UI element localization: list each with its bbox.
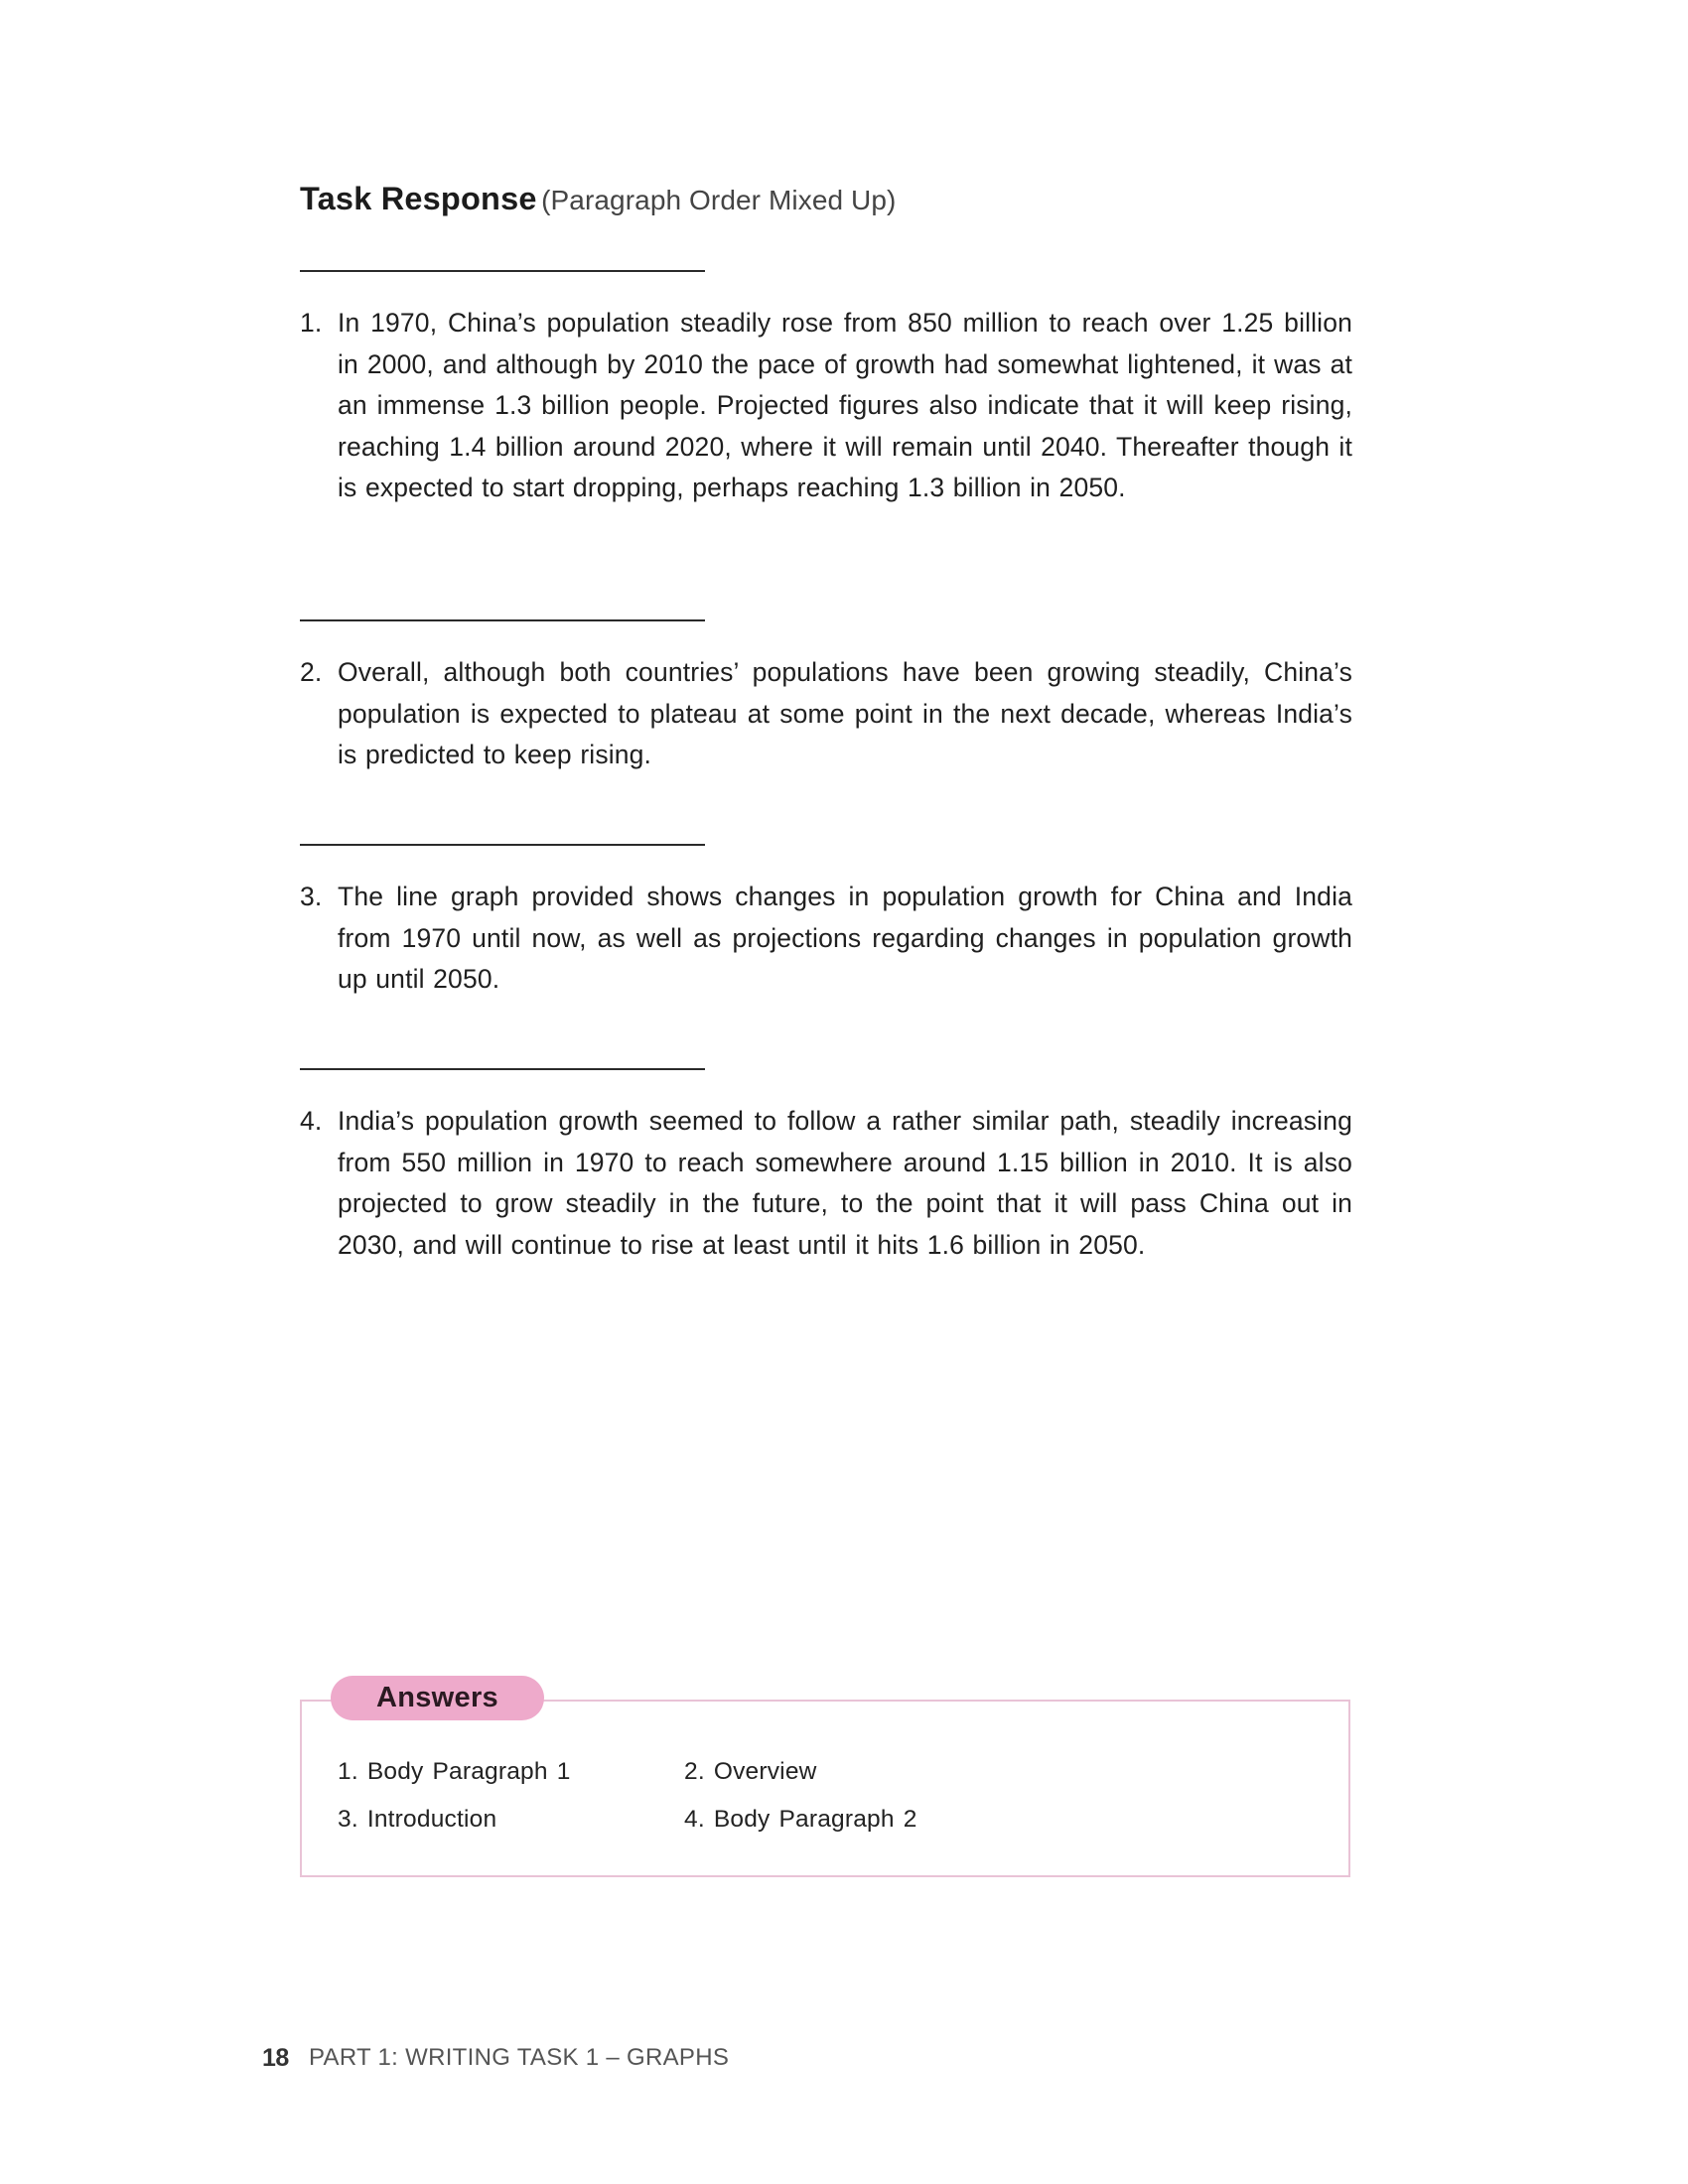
- paragraph-2: [300, 652, 1352, 776]
- paragraph-3: [300, 877, 1352, 1001]
- paragraph-number: 1.: [300, 308, 323, 338]
- answer-blank-line-3: [300, 844, 705, 846]
- paragraph-1: [300, 303, 1352, 509]
- task-response-heading: [300, 179, 896, 225]
- answer-blank-line-1: [300, 270, 705, 272]
- answer-item-1: 1. Body Paragraph 1: [338, 1758, 571, 1785]
- paragraph-4: [300, 1101, 1352, 1266]
- heading-subtitle: (Paragraph Order Mixed Up): [541, 185, 897, 215]
- paragraph-text: The line graph provided shows changes in population growth for China and India from 1970 until now, as well as projections regarding changes in population growth up until 2050.: [338, 882, 1352, 995]
- answers-box: [300, 1700, 1350, 1877]
- running-footer: PART 1: WRITING TASK 1 – GRAPHS: [309, 2044, 730, 2071]
- answer-blank-line-4: [300, 1068, 705, 1070]
- heading-title: Task Response: [300, 181, 537, 216]
- answer-item-2: 2. Overview: [684, 1758, 817, 1785]
- paragraph-number: 2.: [300, 657, 323, 687]
- paragraph-number: 4.: [300, 1106, 323, 1136]
- paragraph-text: India’s population growth seemed to follow a rather similar path, steadily increasing from 550 million in 1970 to reach somewhere around 1.15 billion in 2010. It is also projected to grow steadily in the future, to the point that it will pass China out in 2030, and will continue to rise at least until it hits 1.6 billion in 2050.: [338, 1106, 1352, 1260]
- answer-blank-line-2: [300, 619, 705, 621]
- answer-item-3: 3. Introduction: [338, 1806, 497, 1833]
- paragraph-number: 3.: [300, 882, 323, 911]
- answer-item-4: 4. Body Paragraph 2: [684, 1806, 917, 1833]
- page-number: 18: [262, 2044, 289, 2072]
- answers-label: Answers: [331, 1676, 544, 1720]
- paragraph-text: In 1970, China’s population steadily rose from 850 million to reach over 1.25 billion in 2000, and although by 2010 the pace of growth had somewhat lightened, it was at an immense 1.3 billion people. Projected figures also indicate that it will keep rising, reaching 1.4 billion around 2020, where it will remain until 2040. Thereafter though it is expected to start dropping, perhaps reaching 1.3 billion in 2050.: [338, 308, 1352, 503]
- paragraph-text: Overall, although both countries’ populations have been growing steadily, China’s population is expected to plateau at some point in the next decade, whereas India’s is predicted to keep rising.: [338, 657, 1352, 770]
